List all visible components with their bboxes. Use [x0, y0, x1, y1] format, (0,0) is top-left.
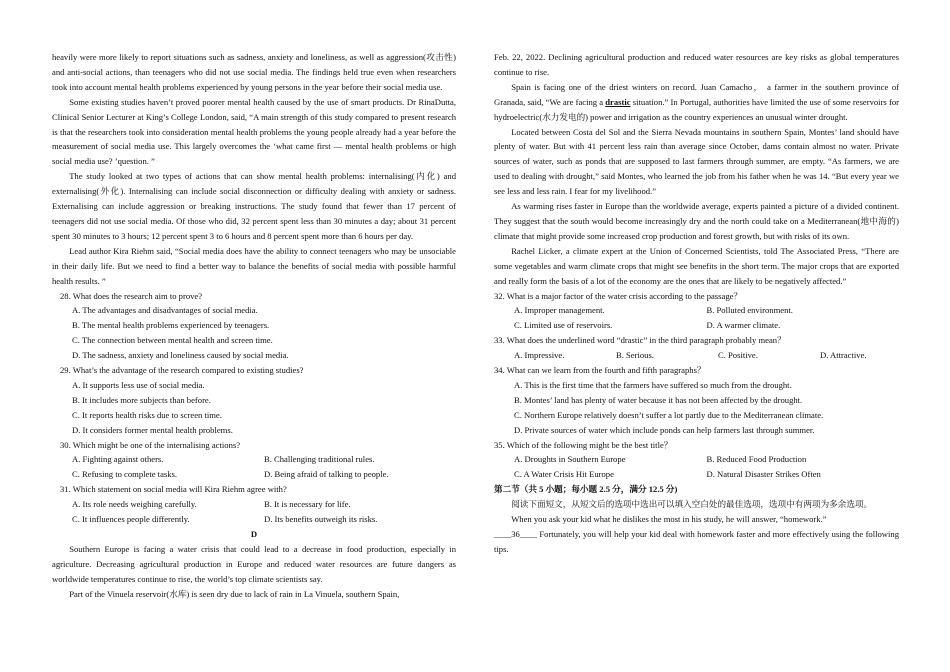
q32-option-c: C. Limited use of reservoirs.	[514, 320, 613, 331]
q31-options-row-1	[52, 497, 456, 512]
q32-options-row-2	[494, 318, 899, 333]
q35-option-a: A. Droughts in Southern Europe	[514, 454, 626, 465]
q29-option-c: C. It reports health risks due to screen time.	[72, 409, 222, 420]
q32-option-d: D. A warmer climate.	[706, 320, 781, 331]
q29-option-a: A. It supports less use of social media.	[72, 379, 205, 390]
q31-options-row-2	[52, 512, 456, 527]
q33-option-b: B. Serious.	[616, 350, 654, 361]
q34-option-b: B. Montes’ land has plenty of water because it has not been affected by the drought.	[514, 394, 803, 405]
question-31: 31. Which statement on social media will Kira Riehm agree with?	[60, 484, 287, 495]
q28-option-a: A. The advantages and disadvantages of social media.	[72, 305, 258, 316]
right-paragraph-5: Rachel Licker, a climate expert at the Union of Concerned Scientists, told The Associated Press, “There are some vegetables and warm climate crops that might see benefits in the short term. The major crops that are exported and really form the basis of a lot of the economy are the ones that are likely to be negatively affected.”	[494, 245, 899, 286]
question-28: 28. What does the research aim to prove?	[60, 290, 203, 301]
right-paragraph-6-before: When you ask your kid what he dislikes the most in his study, he will answer, “homework.”	[511, 514, 827, 525]
left-paragraph-4: Lead author Kira Riehm said, “Social media does have the ability to connect teenagers who may be unsociable in their daily life. But we need to find a better way to balance the benefits of social media with possible harmful health results. ”	[52, 245, 456, 286]
right-paragraph-1: Feb. 22, 2022. Declining agricultural production and reduced water resources are key risks as global temperatures continue to rise.	[494, 52, 899, 77]
underlined-word-drastic: drastic	[605, 96, 631, 107]
q30-option-b: B. Challenging traditional rules.	[264, 454, 375, 465]
q35-option-b: B. Reduced Food Production	[706, 454, 807, 465]
blank-36: ____36____	[494, 529, 537, 539]
left-paragraph-6: Part of the Vinuela reservoir(水库) is seen dry due to lack of rain in La Vinuela, southern Spain,	[69, 588, 400, 599]
q33-option-d: D. Attractive.	[820, 350, 867, 361]
q30-options-row-2	[52, 467, 456, 482]
q33-option-c: C. Positive.	[718, 350, 758, 361]
passage-heading-d: D	[250, 529, 258, 539]
q30-option-c: C. Refusing to complete tasks.	[72, 469, 178, 480]
right-paragraph-2	[494, 80, 899, 125]
q32-options-row-1	[494, 303, 899, 318]
q35-options-row-1	[494, 452, 899, 467]
q29-option-d: D. It considers former mental health problems.	[72, 424, 233, 435]
right-paragraph-2-after: situation.” In Portugal, authorities have limited the use of some reservoirs for hydroelectric(水力发电的) power and irrigation as the country experiences an unusual winter drought.	[494, 96, 899, 122]
section-heading: 第二节（共 5 小题；每小题 2.5 分，满分 12.5 分)	[494, 484, 678, 495]
q28-option-c: C. The connection between mental health and screen time.	[72, 335, 273, 346]
q35-option-d: D. Natural Disaster Strikes Often	[706, 469, 821, 480]
q33-option-a: A. Impressive.	[514, 350, 565, 361]
left-paragraph-2: Some existing studies haven’t proved poorer mental health caused by the use of smart products. Dr RinaDutta, Clinical Senior Lecturer at King’s College London, said, “A main strength of this study compared to present research is that the researchers took into consideration mental health problems the young people already had a year before the measurement of social media use. This largely overcomes the ‘what came first — mental health problems or high social media use? ’question. ”	[52, 96, 456, 167]
question-30: 30. Which might be one of the internalising actions?	[60, 439, 241, 450]
question-34: 34. What can we learn from the fourth and fifth paragraphs？	[494, 365, 706, 376]
q33-options-row	[494, 348, 899, 363]
q35-options-row-2	[494, 467, 899, 482]
section-instruction: 阅读下面短文，从短文后的选项中选出可以填入空白处的最佳选项，选项中有两项为多余选项。	[511, 499, 873, 510]
right-paragraph-2-before: Spain is facing one of the driest winters on record. Juan Camacho， a farmer in the southern province of Granada, said, “We are facing a	[494, 81, 899, 107]
q35-option-c: C. A Water Crisis Hit Europe	[514, 469, 614, 480]
q28-option-b: B. The mental health problems experienced by teenagers.	[72, 320, 270, 331]
q30-options-row-1	[52, 452, 456, 467]
q32-option-b: B. Polluted environment.	[706, 305, 793, 316]
q28-option-d: D. The sadness, anxiety and loneliness caused by social media.	[72, 350, 289, 361]
q31-option-b: B. It is necessary for life.	[264, 499, 351, 510]
right-column	[494, 50, 899, 557]
left-paragraph-1: heavily were more likely to report situations such as sadness, anxiety and loneliness, as well as aggression(攻击性) and anti-social actions, than teenagers who did not use social media. The findings held true even when researchers took into account mental health problems experienced by young persons in the year before their social media use.	[52, 52, 456, 92]
left-paragraph-3: The study looked at two types of actions that can show mental health problems: internalising(内化) and externalising(外化). Internalising can include social disconnection or difficulty dealing with anxiety or sadness. Externalising can include aggression or breaking instructions. The study found that fewer than 17 percent of teenagers did not use social media. Of those who did, 32 percent spent less than 30 minutes a day; about 31 percent spent 30 minutes to 3 hours; 12 percent spent 3 to 6 hours and 8 percent spent more than 6 hours per day.	[52, 171, 456, 241]
q29-option-b: B. It includes more subjects than before.	[72, 394, 211, 405]
q31-option-d: D. Its benefits outweigh its risks.	[264, 514, 378, 525]
q32-option-a: A. Improper management.	[514, 305, 605, 316]
question-32: 32. What is a major factor of the water crisis according to the passage？	[494, 290, 743, 301]
q31-option-c: C. It influences people differently.	[72, 514, 190, 525]
q34-option-d: D. Private sources of water which include ponds can help farmers last through summer.	[514, 424, 815, 435]
right-paragraph-4: As warming rises faster in Europe than the worldwide average, experts painted a picture of a divided continent. They suggest that the south would become increasingly dry and the north could take on a Mediterranean(地中海的) climate that might provide some increased crop production and forest growth, but with risks of its own.	[494, 201, 899, 241]
right-paragraph-6	[494, 512, 899, 557]
q34-option-c: C. Northern Europe relatively doesn’t suffer a lot partly due to the Mediterranean climate.	[514, 409, 824, 420]
q30-option-d: D. Being afraid of talking to people.	[264, 469, 389, 480]
q34-option-a: A. This is the first time that the farmers have suffered so much from the drought.	[514, 379, 792, 390]
q30-option-a: A. Fighting against others.	[72, 454, 164, 465]
left-column	[52, 50, 456, 602]
question-29: 29. What’s the advantage of the research compared to existing studies?	[60, 365, 304, 376]
left-paragraph-5: Southern Europe is facing a water crisis that could lead to a decrease in food production, especially in agriculture. Decreasing agricultural production in Europe and reduced water resources are future dangers as worldwide temperatures continue to rise, the world’s top climate scientists say.	[52, 543, 456, 584]
q31-option-a: A. Its role needs weighing carefully.	[72, 499, 197, 510]
right-paragraph-6-after: Fortunately, you will help your kid deal with homework faster and more effectively using the following tips.	[494, 529, 899, 554]
question-33: 33. What does the underlined word “drastic” in the third paragraph probably mean？	[494, 335, 786, 346]
right-paragraph-3: Located between Costa del Sol and the Sierra Nevada mountains in southern Spain, Montes’ land should have plenty of water. But with 41 percent less rain than average since October, dams contain almost no water. Private sources of water, such as ponds that are supposed to last farmers through summer, are empty. “As farmers, we are used to dealing with drought,” said Montes, who learned the job from his father when he was 14. “But every year we see less and less rain. I fear for my livelihood.”	[494, 126, 899, 197]
question-35: 35. Which of the following might be the best title？	[494, 439, 673, 450]
